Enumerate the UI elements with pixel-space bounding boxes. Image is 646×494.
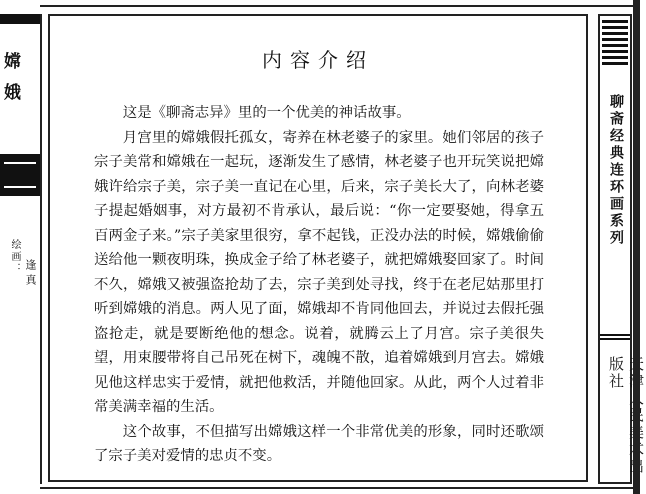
illustrator-name: 逢真 <box>24 259 37 289</box>
right-sidebar <box>598 14 632 484</box>
right-edge <box>633 0 640 494</box>
content-panel <box>48 14 588 482</box>
paragraph-story: 月宫里的嫦娥假托孤女，寄养在林老婆子的家里。她们邻居的孩子宗子美常和嫦娥在一起玩，逐渐发生了感情，林老婆子也开玩笑说把嫦娥许给宗子美，宗子美一直记在心里，后来，宗子美长大了，向林老婆子提起婚姻事，对方最初不肯承认，最后说：“你一定要娶她，得拿五百两金子来。”宗子美家里很穷，拿不起钱，正没办法的时候，嫦娥偷偷送给他一颗夜明珠，换成金子给了林老婆子，就把嫦娥娶回家了。时间不久，嫦娥又被强盗抢劫了去，宗子美到处寻找，终于在老尼姑那里打听到嫦娥的消息。两人见了面，嫦娥却不肯同他回去，并说过去假托强盗抢走，就是要断绝他的想念。说着，就腾云上了月宫。宗子美很失望，用束腰带将自己吊死在树下，魂魄不散，追着嫦娥到月宫去。嫦娥见他这样忠实于爱情，就把他救活，并随他回家。从此，两个人过着非常美满幸福的生活。 <box>94 129 544 415</box>
left-top-band <box>0 14 40 24</box>
publisher-name: 版社 <box>607 356 625 390</box>
bottom-border <box>40 487 633 489</box>
paragraph-intro: 这是《聊斋志异》里的一个优美的神话故事。 <box>122 105 411 121</box>
content-body <box>94 101 544 469</box>
left-decor-bar <box>0 154 40 196</box>
right-separator <box>600 334 630 346</box>
left-sidebar <box>0 14 42 484</box>
series-title: 聊斋经典连环画系列 <box>608 94 624 247</box>
illustrator-label: 绘画： <box>9 239 20 275</box>
page-title: 内容介绍 <box>262 48 374 72</box>
paragraph-conclusion: 这个故事，不但描写出嫦娥这样一个非常优美的形象，同时还歌颂了宗子美对爱情的忠贞不变。 <box>94 423 544 464</box>
top-border <box>40 5 633 7</box>
right-top-lines <box>602 20 628 76</box>
book-title: 嫦娥 <box>0 52 20 114</box>
